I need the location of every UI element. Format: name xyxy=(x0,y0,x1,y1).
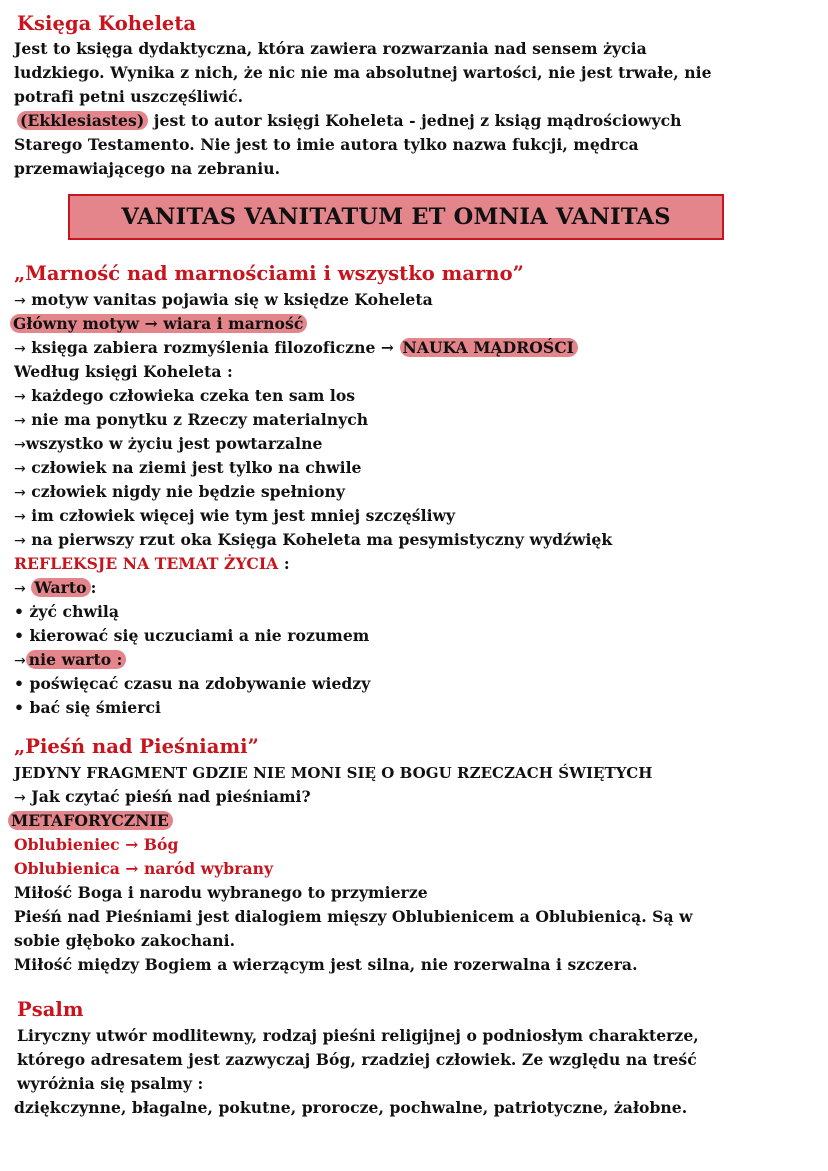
kohelet-text-line: Starego Testamento. Nie jest to imie autora tylko nazwa fukcji, mędrca xyxy=(14,135,639,154)
kohelet-text-line: ludzkiego. Wynika z nich, że nic nie ma absolutnej wartości, nie jest trwałe, nie xyxy=(14,63,712,82)
worth-line: → Warto : xyxy=(14,578,97,597)
vanitas-point: → człowiek nigdy nie będzie spełniony xyxy=(14,482,345,501)
not-worth-line xyxy=(14,650,126,671)
vanitas-line: → motyw vanitas pojawia się w księdze Koheleta xyxy=(14,290,433,309)
vanitas-point: → im człowiek więcej wie tym jest mniej szczęśliwy xyxy=(14,506,456,525)
kohelet-text-line: Jest to księga dydaktyczna, która zawiera rozwarzania nad sensem życia xyxy=(14,39,647,58)
song-text-line: Miłość między Bogiem a wierzącym jest silna, nie rozerwalna i szczera. xyxy=(14,955,638,974)
according-label: Według księgi Koheleta : xyxy=(14,362,233,381)
arrow-icon: → xyxy=(14,461,26,477)
kohelet-author-line: (Ekklesiastes) jest to autor księgi Koheleta - jednej z ksiąg mądrościowych xyxy=(17,111,682,131)
psalm-text-line: którego adresatem jest zazwyczaj Bóg, rzadziej człowiek. Ze względu na treść xyxy=(17,1050,697,1069)
vanitas-point: →wszystko w życiu jest powtarzalne xyxy=(14,434,323,453)
vanitas-point: → człowiek na ziemi jest tylko na chwile xyxy=(14,458,362,477)
psalm-text-line: Liryczny utwór modlitewny, rodzaj pieśni religijnej o podniosłym charakterze, xyxy=(17,1026,699,1045)
song-text-line: sobie głęboko zakochani. xyxy=(14,931,236,950)
section-title-psalm: Psalm xyxy=(17,998,84,1021)
highlight-ekklesiastes: (Ekklesiastes) xyxy=(17,111,148,130)
song-text-line: Miłość Boga i narodu wybranego to przymierze xyxy=(14,883,428,902)
highlight-warto: Warto xyxy=(31,578,90,597)
vanitas-point: → nie ma ponytku z Rzeczy materialnych xyxy=(14,410,369,429)
worth-item: • kierować się uczuciami a nie rozumem xyxy=(14,626,370,645)
arrow-icon: → xyxy=(14,485,26,501)
arrow-icon: → xyxy=(14,653,26,669)
vanitas-point: → na pierwszy rzut oka Księga Koheleta ma pesymistyczny wydźwięk xyxy=(14,530,613,549)
banner-text: VANITAS VANITATUM ET OMNIA VANITAS xyxy=(121,204,671,230)
arrow-icon: → xyxy=(14,413,26,429)
metaphor-line xyxy=(8,811,173,831)
arrow-icon: → xyxy=(14,437,26,453)
highlight-main-motif: Główny motyw → wiara i marność xyxy=(10,314,307,333)
arrow-icon: → xyxy=(14,341,26,357)
highlight-nauka-madrosci: NAUKA MĄDROŚCI xyxy=(400,338,579,357)
worth-item: • żyć chwilą xyxy=(14,602,120,621)
psalm-text-line: wyróżnia się psalmy : xyxy=(17,1074,204,1093)
arrow-icon: → xyxy=(14,533,26,549)
arrow-icon: → xyxy=(14,790,26,806)
arrow-icon: → xyxy=(14,293,26,309)
kohelet-text-line: przemawiającego na zebraniu. xyxy=(14,159,281,178)
song-text-line: Pieśń nad Pieśniami jest dialogiem mięszy Oblubienicem a Oblubienicą. Są w xyxy=(14,907,693,926)
song-question: → Jak czytać pieśń nad pieśniami? xyxy=(14,787,311,806)
highlight-nie-warto: nie warto : xyxy=(26,650,127,669)
groom-line: Oblubieniec → Bóg xyxy=(14,835,179,854)
section-title-vanitas: „Marność nad marnościami i wszystko marno” xyxy=(14,262,524,285)
arrow-icon: → xyxy=(14,509,26,525)
bride-line: Oblubienica → naród wybrany xyxy=(14,859,274,878)
vanitas-point: → każdego człowieka czeka ten sam los xyxy=(14,386,356,405)
vanitas-banner xyxy=(68,194,724,240)
section-title-kohelet: Księga Koheleta xyxy=(17,12,197,35)
not-worth-item: • poświęcać czasu na zdobywanie wiedzy xyxy=(14,674,371,693)
highlight-metaforycznie: METAFORYCZNIE xyxy=(8,811,173,830)
arrow-icon: → xyxy=(14,389,26,405)
song-caps-line: JEDYNY FRAGMENT GDZIE NIE MONI SIĘ O BOGU RZECZACH ŚWIĘTYCH xyxy=(14,764,653,782)
reflections-heading: REFLEKSJE NA TEMAT ŻYCIA : xyxy=(14,554,290,573)
vanitas-line: → księga zabiera rozmyślenia filozoficzne → NAUKA MĄDROŚCI xyxy=(14,338,578,359)
arrow-icon: → xyxy=(14,581,26,597)
not-worth-item: • bać się śmierci xyxy=(14,698,161,717)
psalm-text-line: dziękczynne, błagalne, pokutne, prorocze, pochwalne, patriotyczne, żałobne. xyxy=(14,1098,688,1117)
kohelet-text-line: potrafi petni uszczęśliwić. xyxy=(14,87,244,106)
main-motif-line xyxy=(10,314,307,334)
section-title-song: „Pieśń nad Pieśniami” xyxy=(14,735,259,758)
